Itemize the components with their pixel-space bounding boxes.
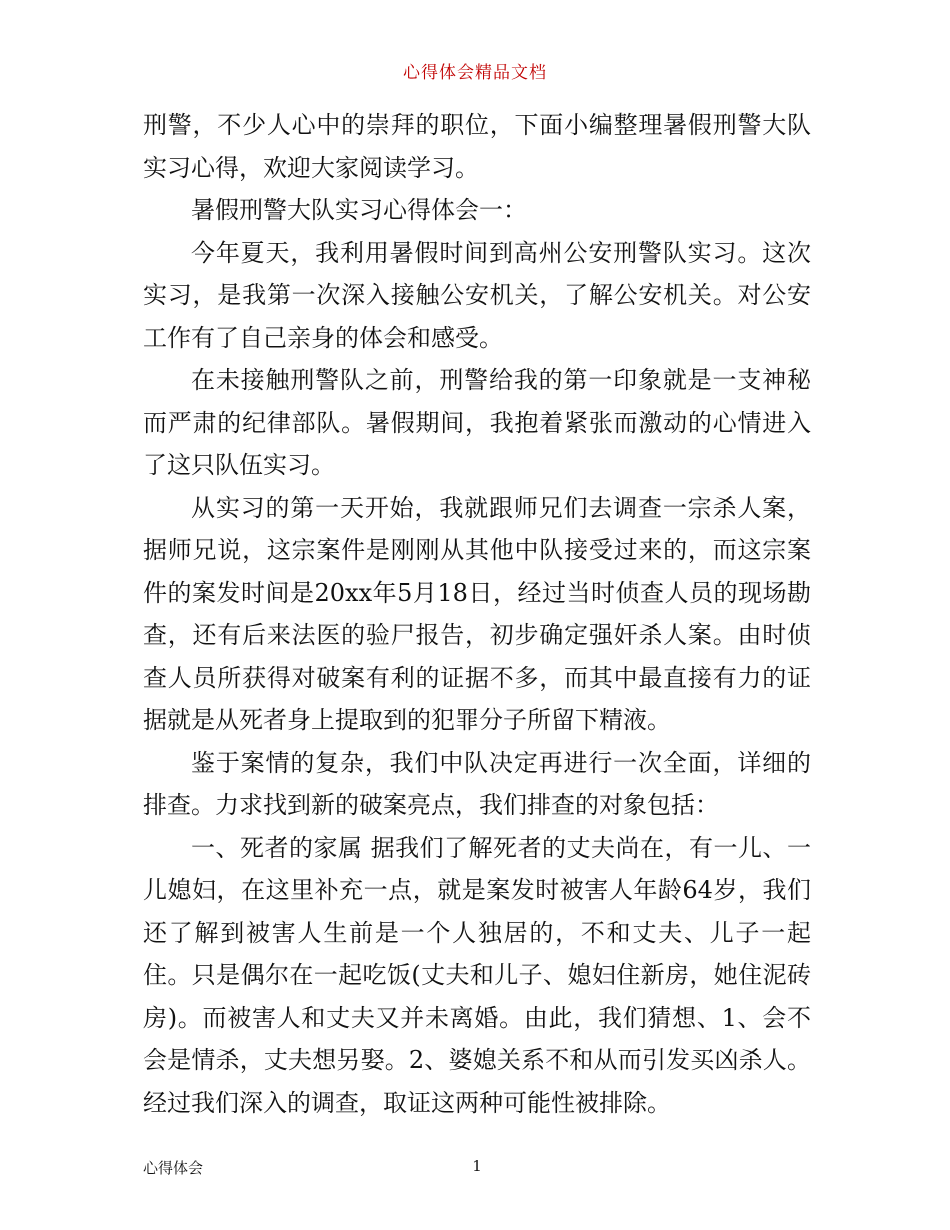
paragraph-first-impression: 在未接触刑警队之前，刑警给我的第一印象就是一支神秘而严肃的纪律部队。暑假期间，我抱着紧张而激动的心情进入了这只队伍实习。 — [143, 366, 811, 479]
paragraph-section-heading: 暑假刑警大队实习心得体会一： — [191, 196, 527, 224]
paragraph-investigation-plan: 鉴于案情的复杂，我们中队决定再进行一次全面，详细的排查。力求找到新的破案亮点，我们排查的对象包括： — [143, 748, 811, 819]
page-footer — [143, 1157, 811, 1181]
page-header-title: 心得体会精品文档 — [403, 63, 547, 83]
paragraph-summer-internship: 今年夏天，我利用暑假时间到高州公安刑警队实习。这次实习，是我第一次深入接触公安机关，了解公安机关。对公安工作有了自己亲身的体会和感受。 — [143, 238, 811, 352]
page-number: 1 — [472, 1157, 482, 1175]
paragraph-murder-case: 从实习的第一天开始，我就跟师兄们去调查一宗杀人案，据师兄说，这宗案件是刚刚从其他中队接受过来的，而这宗案件的案发时间是20xx年5月18日，经过当时侦查人员的现场勘查，还有后来法医的验尸报告，初步确定强奸杀人案。由时侦查人员所获得对破案有利的证据不多，而其中最直接有力的证据就是从死者身上提取到的犯罪分子所留下精液。 — [143, 493, 811, 734]
document-body — [143, 104, 811, 1124]
paragraph-intro: 刑警，不少人心中的崇拜的职位，下面小编整理暑假刑警大队实习心得，欢迎大家阅读学习。 — [143, 111, 811, 182]
paragraph-victim-family: 一、死者的家属 据我们了解死者的丈夫尚在，有一儿、一儿媳妇，在这里补充一点，就是案发时被害人年龄64岁，我们还了解到被害人生前是一个人独居的，不和丈夫、儿子一起住。只是偶尔在一起吃饭(丈夫和儿子、媳妇住新房，她住泥砖房)。而被害人和丈夫又并未离婚。由此，我们猜想、1、会不会是情杀，丈夫想另娶。2、婆媳关系不和从而引发买凶杀人。经过我们深入的调查，取证这两种可能性被排除。 — [143, 833, 811, 1117]
footer-label: 心得体会 — [143, 1159, 204, 1177]
